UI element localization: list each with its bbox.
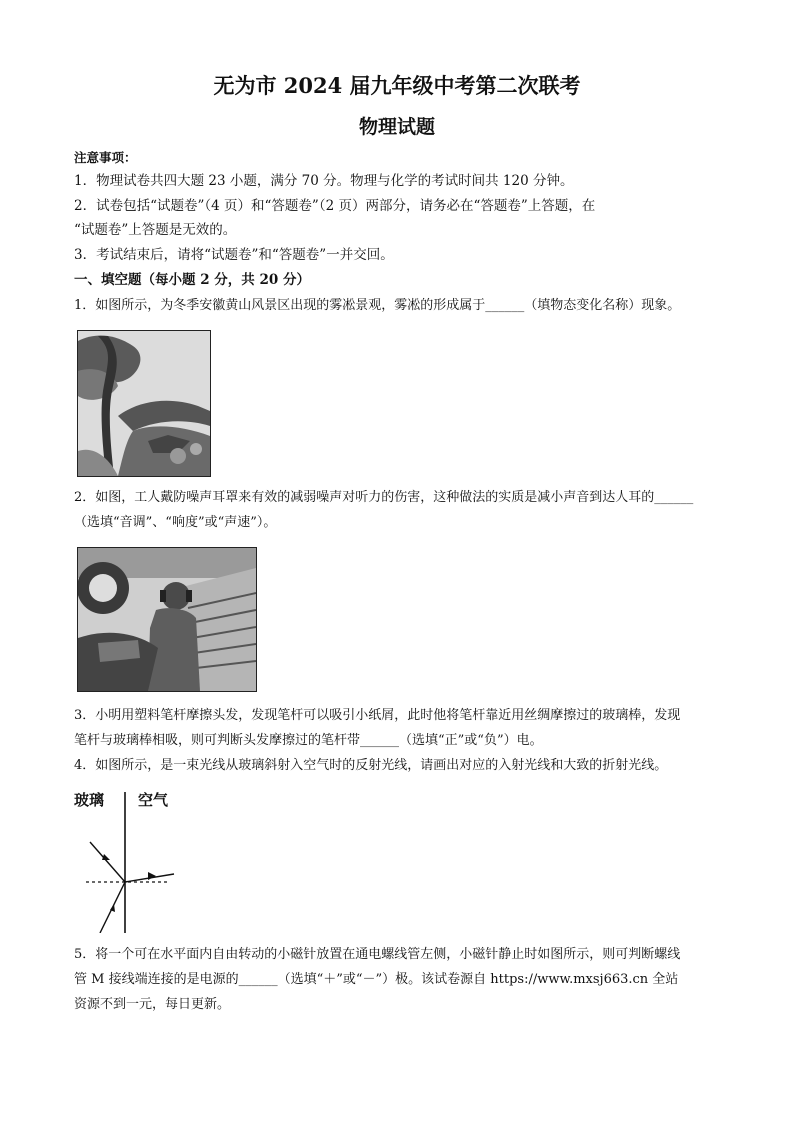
optics-diagram [74,788,184,933]
glass-label: 玻璃 [74,791,105,809]
question-3: 3．小明用塑料笔杆摩擦头发，发现笔杆可以吸引小纸屑，此时他将笔杆靠近用丝绸摩擦过的玻璃棒，发现 [74,708,681,723]
notice-item-3: 3．考试结束后，请将“试题卷”和“答题卷”一并交回。 [74,247,394,263]
exam-subtitle: 物理试题 [358,116,435,138]
section-heading: 一、填空题（每小题 2 分，共 20 分） [74,272,310,288]
incident-arrow-icon [102,854,110,860]
question-1: 1．如图所示，为冬季安徽黄山风景区出现的雾凇景观，雾凇的形成属于______（填物态变化名称）现象。 [74,298,681,313]
notice-item-1: 1．物理试卷共四大题 23 小题，满分 70 分。物理与化学的考试时间共 120 分钟。 [74,173,574,189]
question-5-cont: 管 M 接线端连接的是电源的______（选填“＋”或“－”）极。该试卷源自 https://www.mxsj663.cn 全站 [74,972,679,987]
factory-worker-image [77,547,257,692]
air-label: 空气 [138,791,169,809]
rime-landscape-image [77,330,211,477]
question-5-cont-2: 资源不到一元，每日更新。 [74,997,231,1012]
exam-title: 无为市 2024 届九年级中考第二次联考 [213,73,581,98]
question-3-cont: 笔杆与玻璃棒相吸，则可判断头发摩擦过的笔杆带______（选填“正”或“负”）电。 [74,733,543,748]
notice-item-2-cont: “试题卷”上答题是无效的。 [74,222,237,238]
refracted-arrow-icon [148,872,156,880]
question-2: 2．如图，工人戴防噪声耳罩来有效的减弱噪声对听力的伤害，这种做法的实质是减小声音到达人耳的______ [74,490,694,505]
notice-item-2: 2．试卷包括“试题卷”（4 页）和“答题卷”（2 页）两部分，请务必在“答题卷”上答题，在 [74,198,596,214]
question-4: 4．如图所示，是一束光线从玻璃斜射入空气时的反射光线，请画出对应的入射光线和大致的折射光线。 [74,758,668,773]
question-2-cont: （选填“音调”、“响度”或“声速”）。 [74,515,277,530]
incident-ray [90,842,125,882]
notice-heading: 注意事项： [74,150,137,165]
question-5: 5．将一个可在水平面内自由转动的小磁针放置在通电螺线管左侧，小磁针静止时如图所示，则可判断螺线 [74,947,681,962]
